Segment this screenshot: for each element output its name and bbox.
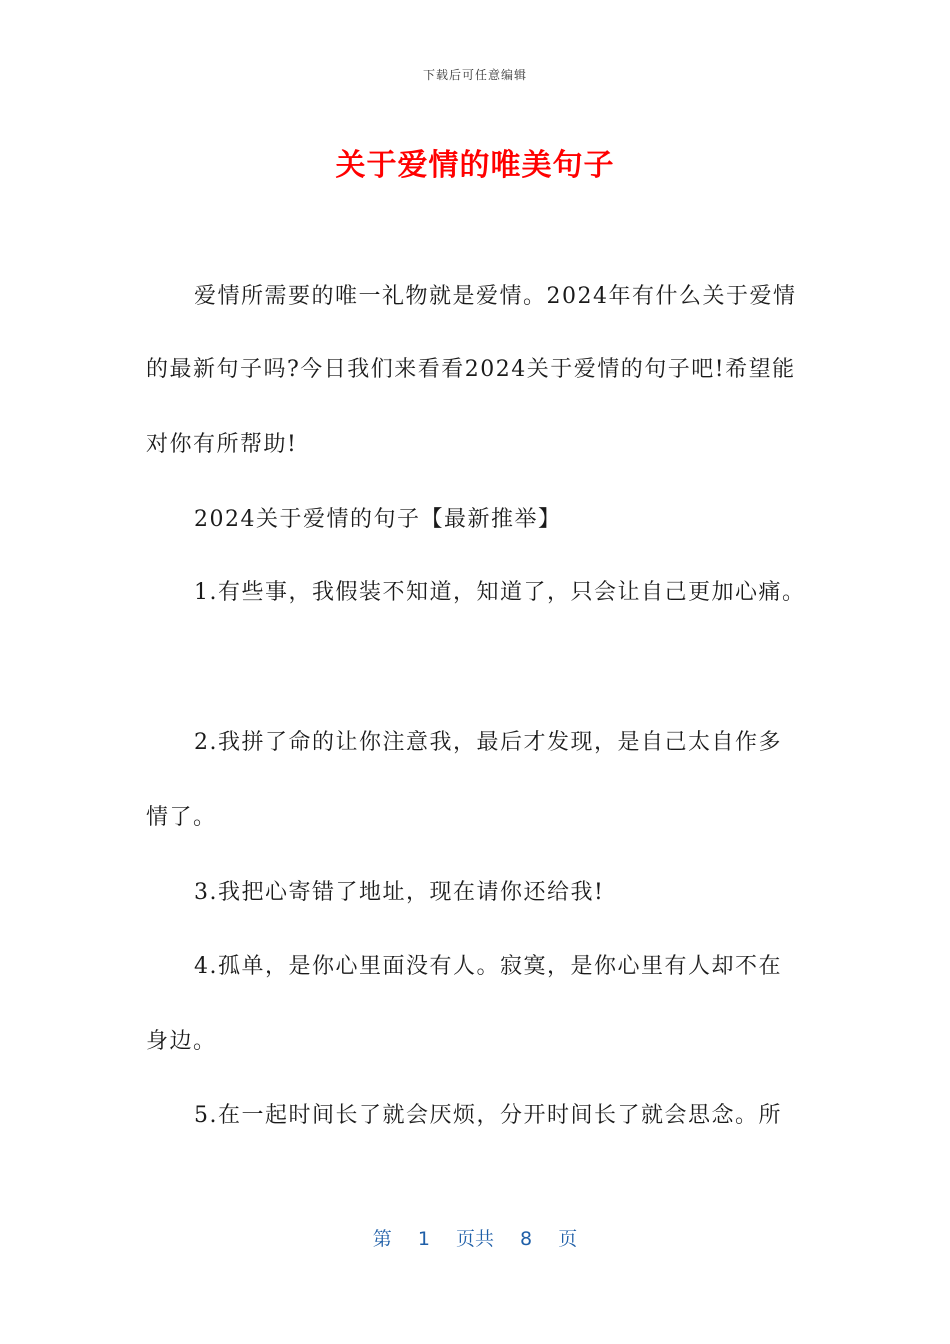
page-number: 1 bbox=[417, 1228, 430, 1250]
paragraph-line: 爱情所需要的唯一礼物就是爱情。2024年有什么关于爱情 bbox=[194, 284, 797, 309]
quote-item: 5.在一起时间长了就会厌烦，分开时间长了就会思念。所 bbox=[194, 1103, 782, 1128]
page-total: 8 bbox=[520, 1228, 533, 1250]
quote-item: 1.有些事，我假装不知道，知道了，只会让自己更加心痛。 bbox=[194, 580, 806, 605]
page-footer bbox=[0, 1224, 950, 1251]
page-label-prefix: 第 bbox=[372, 1228, 392, 1250]
quote-item: 4.孤单，是你心里面没有人。寂寞，是你心里有人却不在 bbox=[194, 954, 782, 979]
quote-item: 2.我拼了命的让你注意我，最后才发现，是自己太自作多 bbox=[194, 730, 782, 755]
paragraph-line: 的最新句子吗?今日我们来看看2024关于爱情的句子吧!希望能 bbox=[146, 357, 796, 382]
document-title: 关于爱情的唯美句子 bbox=[335, 148, 615, 183]
quote-item-continuation: 情了。 bbox=[146, 805, 217, 830]
paragraph-line: 对你有所帮助! bbox=[146, 432, 298, 457]
quote-item: 3.我把心寄错了地址，现在请你还给我! bbox=[194, 880, 605, 905]
quote-item-continuation: 身边。 bbox=[146, 1029, 217, 1054]
header-note: 下载后可任意编辑 bbox=[422, 68, 527, 82]
section-heading: 2024关于爱情的句子【最新推举】 bbox=[194, 507, 562, 532]
page-label-suffix: 页 bbox=[558, 1228, 578, 1250]
page-label-mid: 页共 bbox=[455, 1228, 494, 1250]
